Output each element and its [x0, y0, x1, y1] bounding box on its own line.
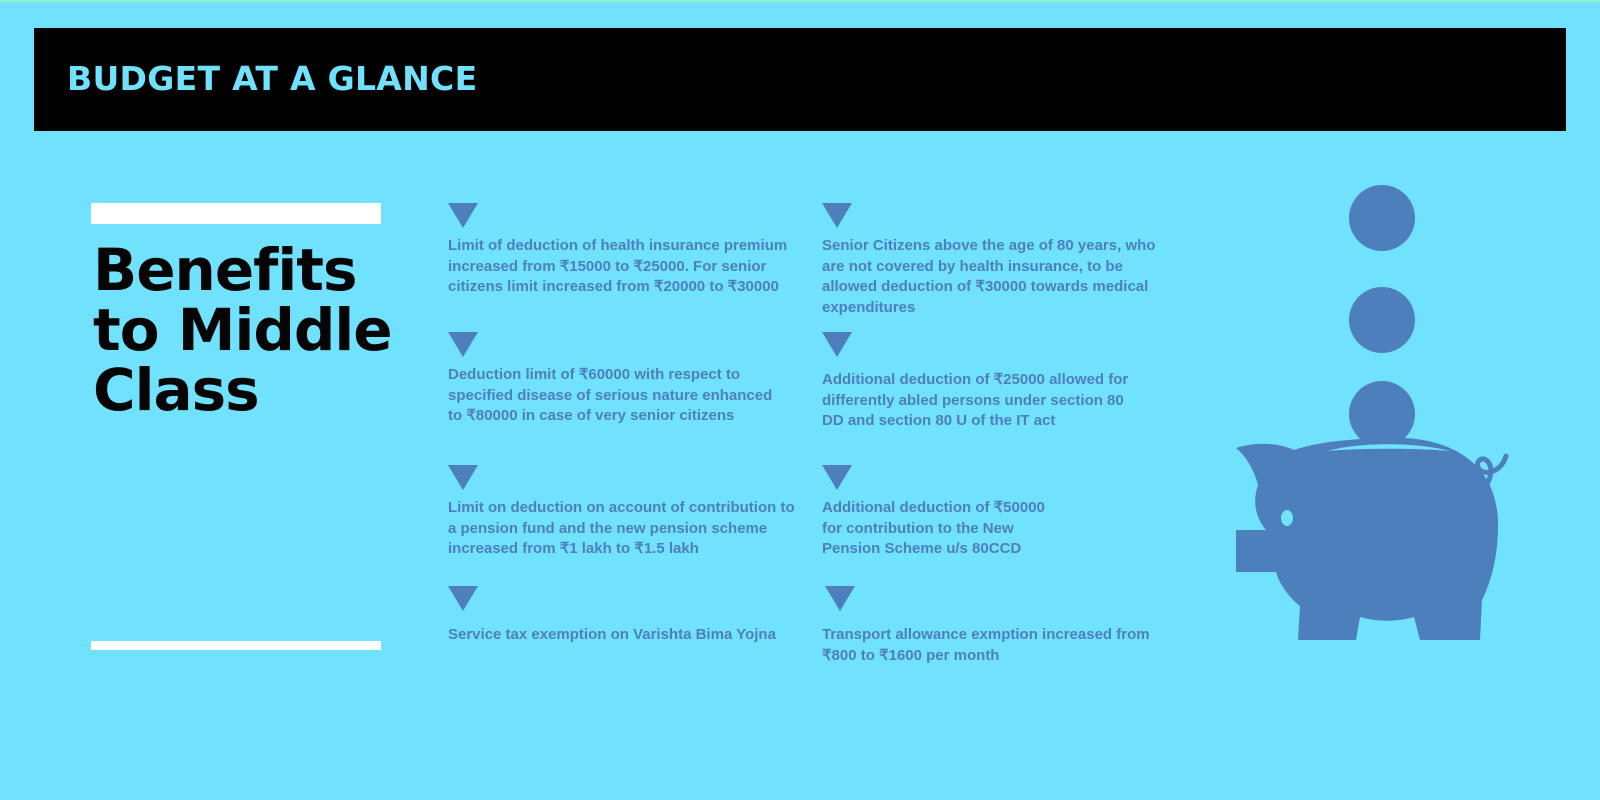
benefit-item	[448, 203, 818, 298]
benefit-item	[448, 465, 818, 560]
triangle-down-icon	[822, 203, 852, 228]
pig-eye	[1281, 510, 1293, 526]
benefit-item	[448, 332, 818, 427]
benefit-text: Limit of deduction of health insurance premium increased from ₹15000 to ₹25000. For senior citizens limit increased from ₹20000 to ₹30000	[448, 237, 788, 295]
benefit-text: Senior Citizens above the age of 80 years, who are not covered by health insurance, to be allowed deduction of ₹30000 towards medical expenditures	[822, 237, 1156, 316]
benefit-item	[822, 465, 1192, 560]
triangle-down-icon	[448, 586, 478, 611]
header-title: BUDGET AT A GLANCE	[67, 59, 478, 98]
triangle-down-icon	[448, 203, 478, 228]
top-accent-line	[0, 0, 1600, 2]
benefit-text: Additional deduction of ₹50000 for contribution to the New Pension Scheme u/s 80CCD	[822, 499, 1045, 557]
benefit-item	[448, 586, 818, 646]
coin-icon	[1349, 287, 1415, 353]
benefit-text: Service tax exemption on Varishta Bima Yojna	[448, 626, 776, 643]
coin-icon	[1349, 185, 1415, 251]
title-bar-bottom	[91, 641, 381, 650]
triangle-down-icon	[825, 586, 855, 611]
benefit-item	[822, 332, 1192, 432]
benefit-text: Deduction limit of ₹60000 with respect to specified disease of serious nature enhanced to ₹80000 in case of very senior citizens	[448, 366, 773, 424]
coin-icon	[1349, 381, 1415, 447]
main-title: Benefits to Middle Class	[93, 236, 392, 424]
benefit-item	[822, 203, 1192, 318]
benefit-text: Transport allowance exmption increased from ₹800 to ₹1600 per month	[822, 626, 1150, 664]
benefit-item	[822, 586, 1195, 666]
header-banner	[34, 28, 1566, 131]
triangle-down-icon	[822, 332, 852, 357]
benefit-text: Additional deduction of ₹25000 allowed for differently abled persons under section 80 DD and section 80 U of the IT act	[822, 371, 1129, 429]
title-bar-top	[91, 203, 381, 224]
triangle-down-icon	[448, 332, 478, 357]
benefit-text: Limit on deduction on account of contribution to a pension fund and the new pension scheme increased from ₹1 lakh to ₹1.5 lakh	[448, 499, 795, 557]
triangle-down-icon	[822, 465, 852, 490]
piggy-bank-icon	[1236, 180, 1516, 660]
triangle-down-icon	[448, 465, 478, 490]
